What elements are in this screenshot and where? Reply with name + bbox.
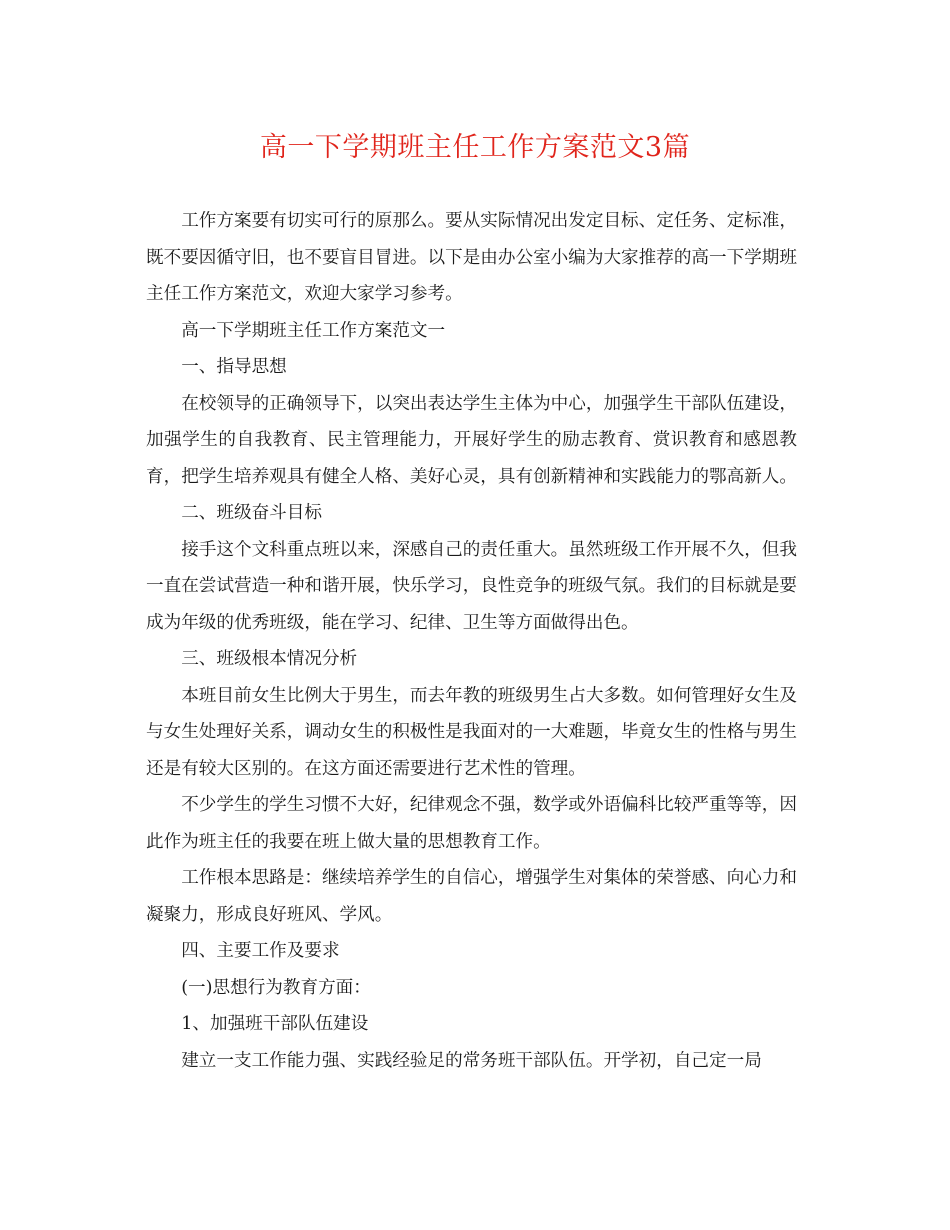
paragraph-class-goals: 接手这个文科重点班以来，深感自己的责任重大。虽然班级工作开展不久，但我一直在尝试营造一种和谐开展，快乐学习，良性竞争的班级气氛。我们的目标就是要成为年级的优秀班级，能在学习、纪律、卫生等方面做得出色。 — [146, 539, 797, 633]
paragraph-class-cadres: 建立一支工作能力强、实践经验足的常务班干部队伍。开学初，自己定一局 — [181, 1050, 762, 1071]
paragraph-work-approach: 工作根本思路是：继续培养学生的自信心，增强学生对集体的荣誉感、向心力和凝聚力，形成良好班风、学风。 — [146, 868, 797, 925]
paragraph-student-habits: 不少学生的学生习惯不大好，纪律观念不强，数学或外语偏科比较严重等等，因此作为班主任的我要在班上做大量的思想教育工作。 — [146, 795, 797, 852]
paragraph-intro: 工作方案要有切实可行的原那么。要从实际情况出发定目标、定任务、定标准，既不要因循守旧，也不要盲目冒进。以下是由办公室小编为大家推荐的高一下学期班主任工作方案范文，欢迎大家学习参考。 — [146, 211, 797, 304]
paragraph-guiding-ideology: 在校领导的正确领导下，以突出表达学生主体为中心，加强学生干部队伍建设，加强学生的自我教育、民主管理能力，开展好学生的励志教育、赏识教育和感恩教育，把学生培养观具有健全人格、美好心灵，具有创新精神和实践能力的鄂高新人。 — [146, 393, 797, 487]
subsection-heading-behavior-education: (一)思想行为教育方面： — [181, 977, 371, 998]
section-heading-guiding-ideology: 一、指导思想 — [181, 357, 287, 377]
section-heading-class-analysis: 三、班级根本情况分析 — [181, 649, 358, 669]
paragraph-class-analysis: 本班目前女生比例大于男生，而去年教的班级男生占大多数。如何管理好女生及与女生处理好关系，调动女生的积极性是我面对的一大难题，毕竟女生的性格与男生还是有较大区别的。在这方面还需要进行艺术性的管理。 — [146, 685, 797, 779]
item-heading-class-cadres: 1、加强班干部队伍建设 — [181, 1014, 369, 1034]
section-heading-class-goals: 二、班级奋斗目标 — [181, 503, 322, 523]
section-heading-article-one: 高一下学期班主任工作方案范文一 — [181, 320, 446, 341]
document-title: 高一下学期班主任工作方案范文3篇 — [259, 132, 691, 163]
section-heading-main-work: 四、主要工作及要求 — [181, 941, 340, 961]
document-body — [146, 203, 797, 1079]
